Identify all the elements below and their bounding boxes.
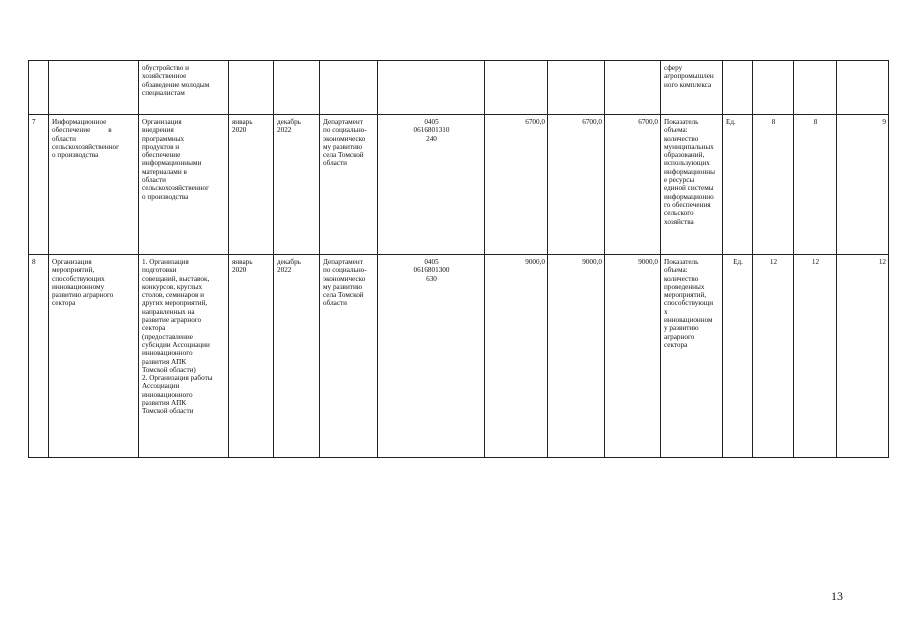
funding-2022-cell — [605, 61, 661, 115]
executor-line: по социально- — [323, 126, 367, 135]
target-2021-cell: 8 — [794, 115, 837, 255]
activity-line: Томской области — [142, 407, 194, 416]
indicator-line: ного комплекса — [664, 80, 712, 89]
indicator-line: проведенных — [664, 282, 705, 291]
funding-2021-cell: 9000,0 — [548, 255, 605, 458]
activity-line: развития АПК — [142, 357, 187, 366]
funding-2020-cell — [485, 61, 548, 115]
activity-line: 2. Организация работы — [142, 374, 213, 383]
target-2021-cell — [794, 61, 837, 115]
start-date-line: январь — [232, 118, 253, 126]
task-name-line: сельскохозяйственног — [52, 142, 120, 151]
task-name-line: инновационному — [52, 282, 105, 291]
activity-line: обустройство и — [142, 64, 189, 72]
activity-line: хозяйственное — [142, 72, 187, 81]
activity-line: Ассоциации — [142, 382, 180, 391]
funding-2022-cell: 6700,0 — [605, 115, 661, 255]
executor-line: села Томской — [323, 291, 364, 300]
indicator-line: сектора — [664, 340, 688, 349]
kbk-line: 0405 — [424, 258, 439, 266]
row-number-cell: 8 — [29, 255, 49, 458]
indicator-line: сферу — [664, 64, 683, 72]
indicator-cell — [661, 115, 723, 255]
activity-line: инновационного — [142, 390, 193, 399]
indicator-line: объема: — [664, 266, 688, 275]
indicator-line: у развитию — [664, 324, 699, 333]
activity-line: субсидии Ассоциации — [142, 340, 210, 349]
task-name-line: Информационное — [52, 118, 107, 126]
target-2020-cell: 12 — [753, 255, 794, 458]
row-number-cell: 7 — [29, 115, 49, 255]
executor-cell — [320, 115, 378, 255]
kbk-line: 0616801300 — [413, 266, 450, 275]
unit-cell — [723, 61, 753, 115]
activity-line: столов, семинаров и — [142, 291, 205, 300]
indicator-line: информационно — [664, 192, 714, 201]
activity-line: информационными — [142, 159, 202, 168]
activity-line: сельскохозяйственног — [142, 184, 210, 193]
indicator-line: способствующи — [664, 299, 714, 308]
end-date-line: декабрь — [277, 258, 301, 266]
task-name-line: развитию аграрного — [52, 291, 114, 300]
indicator-line: х — [664, 307, 668, 316]
executor-line: Департамент — [323, 258, 363, 266]
executor-line: области — [323, 159, 348, 168]
executor-line: области — [323, 299, 348, 308]
task-name-line: способствующих — [52, 274, 105, 283]
activity-line: Организация — [142, 118, 182, 126]
executor-line: экономическо — [323, 274, 366, 283]
indicator-line: единой системы — [664, 184, 714, 193]
indicator-line: количество — [664, 274, 699, 283]
activity-line: совещаний, выставок, — [142, 274, 210, 283]
start-date-cell — [229, 115, 274, 255]
executor-line: села Томской — [323, 151, 364, 160]
indicator-line: муниципальных — [664, 142, 714, 151]
target-2022-cell: 9 — [837, 115, 889, 255]
executor-line: му развитию — [323, 282, 363, 291]
indicator-line: агропромышлен — [664, 72, 714, 81]
indicator-line: мероприятий, — [664, 291, 707, 300]
activity-line: других мероприятий, — [142, 299, 208, 308]
start-date-line: 2020 — [232, 266, 247, 275]
page-number: 13 — [831, 589, 843, 603]
unit-cell: Ед. — [723, 255, 753, 458]
activity-line: развитие аграрного — [142, 316, 202, 325]
end-date-cell — [274, 61, 320, 115]
indicator-cell — [661, 61, 723, 115]
kbk-line: 0405 — [424, 118, 439, 126]
executor-cell — [320, 255, 378, 458]
activity-cell — [139, 255, 229, 458]
task-name-line: мероприятий, — [52, 266, 95, 275]
task-name-cell — [49, 255, 139, 458]
unit-cell: Ед. — [723, 115, 753, 255]
indicator-line: е ресурсы — [664, 176, 695, 185]
row-number-cell — [29, 61, 49, 115]
indicator-cell — [661, 255, 723, 458]
indicator-line: Показатель — [664, 118, 699, 126]
task-name-line: Организация — [52, 258, 92, 266]
executor-cell — [320, 61, 378, 115]
start-date-cell — [229, 61, 274, 115]
table-row-continued — [29, 61, 889, 115]
activity-line: области — [142, 176, 167, 185]
activity-line: (предоставление — [142, 332, 193, 341]
indicator-line: информационны — [664, 167, 715, 176]
activity-line: программных — [142, 134, 185, 143]
kbk-cell — [378, 115, 485, 255]
activity-cell — [139, 115, 229, 255]
activity-line: о производства — [142, 192, 189, 201]
kbk-cell — [378, 255, 485, 458]
task-name-line: обеспечение в — [52, 126, 112, 135]
funding-2022-cell: 9000,0 — [605, 255, 661, 458]
executor-line: Департамент — [323, 118, 363, 126]
target-2020-cell: 8 — [753, 115, 794, 255]
activity-line: конкурсов, круглых — [142, 282, 203, 291]
table-row — [29, 255, 889, 458]
indicator-line: количество — [664, 134, 699, 143]
executor-line: му развитию — [323, 142, 363, 151]
indicator-line: инновационном — [664, 316, 713, 325]
task-name-line: сектора — [52, 299, 76, 308]
indicator-line: хозяйства — [664, 217, 694, 226]
activity-line: обеспечение — [142, 151, 181, 160]
activity-line: обзаведение молодым — [142, 80, 210, 89]
kbk-line: 630 — [426, 274, 437, 283]
activity-line: внедрения — [142, 126, 174, 135]
target-2021-cell: 12 — [794, 255, 837, 458]
funding-2021-cell: 6700,0 — [548, 115, 605, 255]
activity-line: 1. Организация — [142, 258, 189, 266]
end-date-line: декабрь — [277, 118, 301, 126]
start-date-line: январь — [232, 258, 253, 266]
indicator-line: го обеспечения — [664, 200, 711, 209]
funding-2020-cell: 9000,0 — [485, 255, 548, 458]
activity-line: продуктов и — [142, 142, 180, 151]
activity-line: инновационного — [142, 349, 193, 358]
table-row — [29, 115, 889, 255]
target-2020-cell — [753, 61, 794, 115]
activity-line: подготовки — [142, 266, 177, 275]
task-name-cell — [49, 115, 139, 255]
kbk-line: 240 — [426, 134, 437, 143]
funding-2020-cell: 6700,0 — [485, 115, 548, 255]
indicator-line: Показатель — [664, 258, 699, 266]
end-date-line: 2022 — [277, 266, 292, 275]
indicator-line: использующих — [664, 159, 710, 168]
end-date-line: 2022 — [277, 126, 292, 135]
start-date-line: 2020 — [232, 126, 247, 135]
executor-line: по социально- — [323, 266, 367, 275]
activity-line: сектора — [142, 324, 166, 333]
indicator-line: объема: — [664, 126, 688, 135]
activity-line: развития АПК — [142, 399, 187, 408]
task-name-cell — [49, 61, 139, 115]
activity-line: материалами в — [142, 167, 187, 176]
indicator-line: сельского — [664, 209, 694, 218]
task-name-line: области — [52, 134, 77, 143]
activity-line: специалистам — [142, 88, 185, 97]
funding-2021-cell — [548, 61, 605, 115]
end-date-cell — [274, 255, 320, 458]
activity-line: направленных на — [142, 307, 195, 316]
indicator-line: образований, — [664, 151, 705, 160]
task-name-line: о производства — [52, 151, 99, 160]
target-2022-cell — [837, 61, 889, 115]
executor-line: экономическо — [323, 134, 366, 143]
kbk-cell — [378, 61, 485, 115]
activity-cell — [139, 61, 229, 115]
program-activities-table — [28, 60, 889, 458]
activity-line: Томской области) — [142, 365, 196, 374]
target-2022-cell: 12 — [837, 255, 889, 458]
end-date-cell — [274, 115, 320, 255]
start-date-cell — [229, 255, 274, 458]
kbk-line: 0616801310 — [413, 126, 450, 135]
indicator-line: аграрного — [664, 332, 695, 341]
